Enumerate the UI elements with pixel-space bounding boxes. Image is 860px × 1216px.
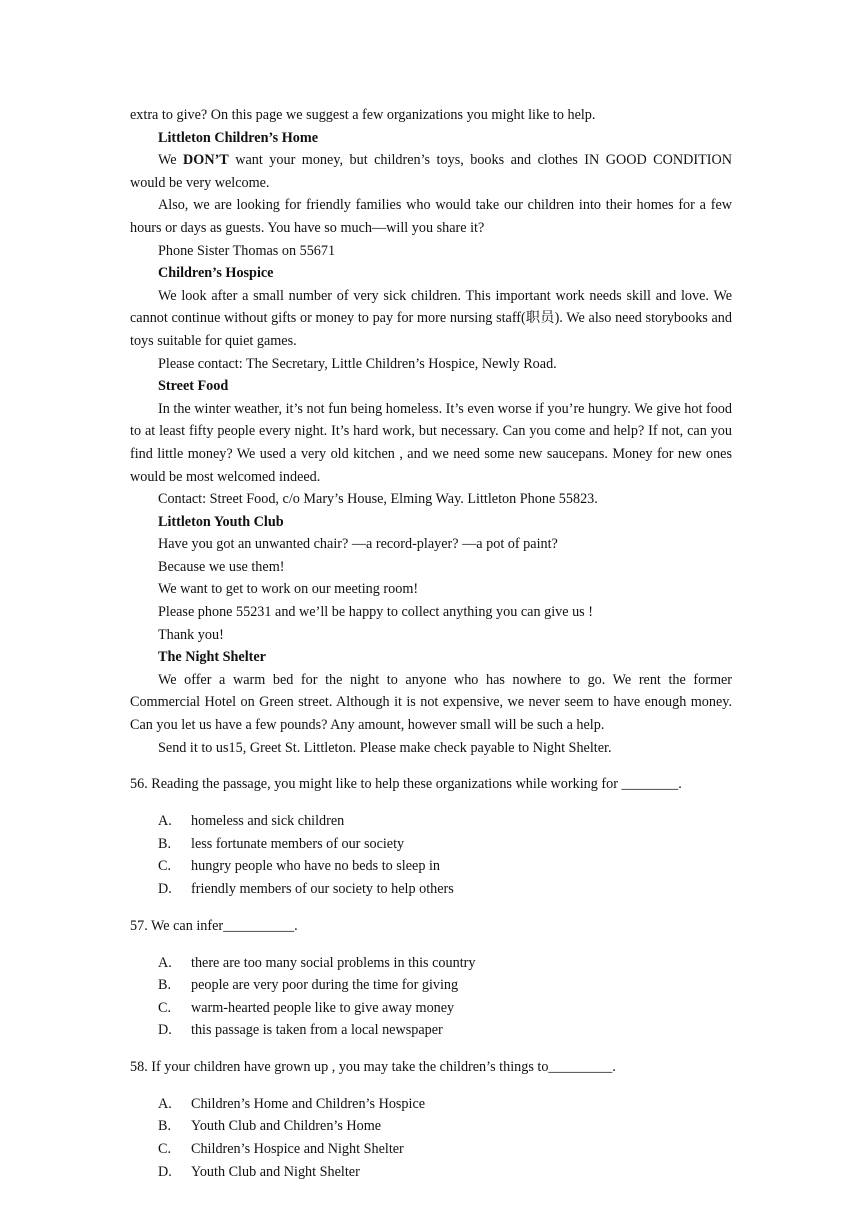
option-letter: C.	[158, 1141, 172, 1158]
org-heading-childrens-home: Littleton Children’s Home	[158, 129, 318, 146]
option-text: hungry people who have no beds to sleep in	[191, 858, 441, 875]
org-heading-hospice: Children’s Hospice	[158, 265, 274, 282]
option-text: less fortunate members of our society	[191, 835, 405, 852]
org-paragraph: We look after a small number of very sick children. This important work needs skill and love. We cannot continue without gifts or money to pay for more nursing staff(职员). We also need storybooks and toys suitable for quiet games.	[130, 287, 732, 349]
org-paragraph	[130, 149, 732, 194]
option-letter: B.	[158, 977, 172, 994]
option-text: Children’s Hospice and Night Shelter	[191, 1141, 404, 1158]
option-56-d	[130, 878, 732, 901]
text-run: want your money, but children’s toys, books and clothes IN GOOD CONDITION would be very welcome.	[130, 152, 732, 191]
org-paragraph: Also, we are looking for friendly families who would take our children into their homes for a few hours or days as guests. You have so much—will you share it?	[130, 197, 732, 236]
option-letter: D.	[158, 1163, 172, 1180]
option-56-c	[130, 855, 732, 878]
option-58-a	[130, 1093, 732, 1116]
option-text: there are too many social problems in this country	[191, 954, 476, 971]
org-contact: Please contact: The Secretary, Little Children’s Hospice, Newly Road.	[158, 355, 557, 372]
option-letter: A.	[158, 1095, 172, 1112]
question-58: 58. If your children have grown up , you may take the children’s things to_________.	[130, 1059, 616, 1076]
option-57-b	[130, 974, 732, 997]
question-56: 56. Reading the passage, you might like to help these organizations while working for ________.	[130, 776, 682, 793]
option-58-d	[130, 1161, 732, 1184]
option-57-c	[130, 997, 732, 1020]
option-letter: D.	[158, 1022, 172, 1039]
option-57-a	[130, 952, 732, 975]
org-paragraph: We offer a warm bed for the night to anyone who has nowhere to go. We rent the former Commercial Hotel on Green street. Although it is not expensive, we never seem to have enough money. Can you let us have a few pounds? Any amount, however small will be such a help.	[130, 671, 732, 734]
org-heading-youth-club: Littleton Youth Club	[158, 513, 284, 530]
option-text: Youth Club and Children’s Home	[191, 1118, 382, 1135]
option-58-b	[130, 1115, 732, 1138]
text-run: We	[158, 152, 184, 169]
option-56-a	[130, 810, 732, 833]
option-letter: D.	[158, 880, 172, 897]
org-line: Have you got an unwanted chair? —a record-player? —a pot of paint?	[158, 536, 558, 553]
org-heading-street-food: Street Food	[158, 378, 229, 395]
option-letter: A.	[158, 954, 172, 971]
question-57: 57. We can infer__________.	[130, 917, 298, 934]
org-line: Please phone 55231 and we’ll be happy to collect anything you can give us !	[158, 604, 593, 621]
option-text: friendly members of our society to help others	[191, 880, 454, 897]
org-heading-night-shelter: The Night Shelter	[158, 649, 266, 666]
option-56-b	[130, 833, 732, 856]
org-contact: Contact: Street Food, c/o Mary’s House, Elming Way. Littleton Phone 55823.	[158, 491, 598, 508]
org-contact: Phone Sister Thomas on 55671	[158, 242, 336, 259]
option-text: this passage is taken from a local newspaper	[191, 1022, 443, 1039]
org-paragraph: In the winter weather, it’s not fun being homeless. It’s even worse if you’re hungry. We give hot food to at least fifty people every night. It’s hard work, but necessary. Can you come and help? If not, can you find little money? We used a very old kitchen , and we need some new saucepans. Money for new ones would be most welcomed indeed.	[130, 400, 732, 485]
document-page	[130, 104, 732, 1183]
option-58-c	[130, 1138, 732, 1161]
option-text: people are very poor during the time for giving	[191, 977, 459, 994]
option-text: Children’s Home and Children’s Hospice	[191, 1095, 426, 1112]
option-letter: C.	[158, 999, 172, 1016]
option-text: Youth Club and Night Shelter	[191, 1163, 360, 1180]
option-text: homeless and sick children	[191, 813, 345, 830]
option-letter: C.	[158, 858, 172, 875]
option-text: warm-hearted people like to give away money	[191, 999, 455, 1016]
option-57-d	[130, 1019, 732, 1042]
intro-text: extra to give? On this page we suggest a few organizations you might like to help.	[130, 107, 596, 123]
option-letter: B.	[158, 1118, 172, 1135]
org-line: Because we use them!	[158, 558, 285, 575]
org-line: Thank you!	[158, 626, 224, 643]
org-line: We want to get to work on our meeting room!	[158, 581, 419, 598]
emphasis-text: DON’T	[183, 152, 229, 169]
option-letter: A.	[158, 813, 172, 830]
org-contact: Send it to us15, Greet St. Littleton. Please make check payable to Night Shelter.	[158, 739, 612, 756]
option-letter: B.	[158, 835, 172, 852]
